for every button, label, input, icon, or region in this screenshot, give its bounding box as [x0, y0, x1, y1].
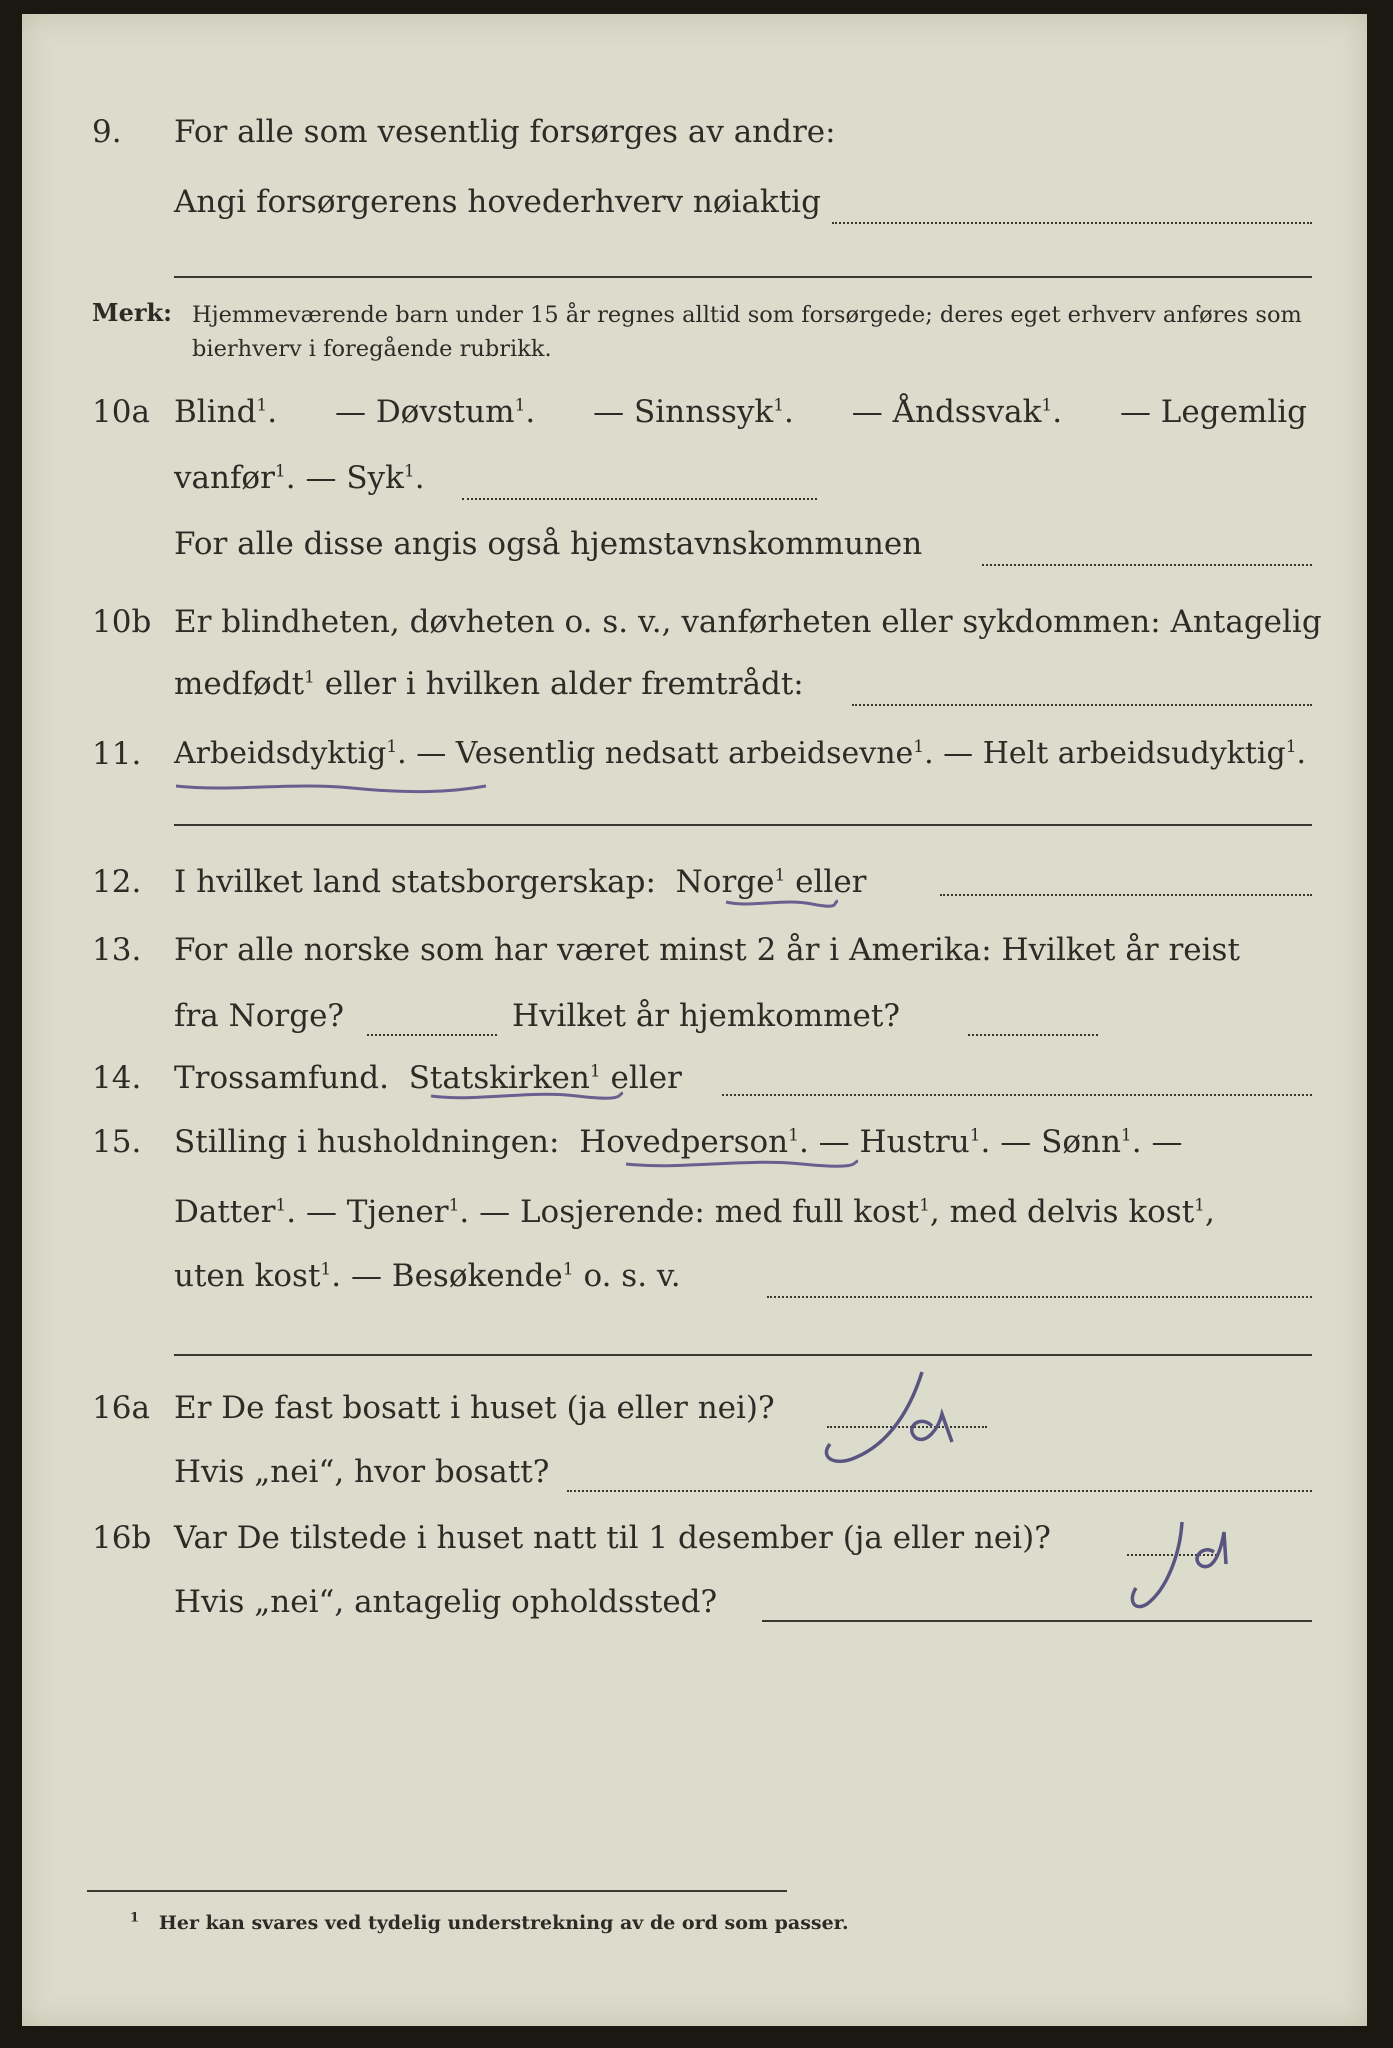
question-number: 12. — [92, 864, 142, 900]
answer-line[interactable] — [968, 1034, 1098, 1036]
answer-line[interactable] — [174, 824, 1312, 826]
handwritten-underline — [622, 1152, 862, 1172]
footnote — [130, 1912, 849, 1934]
question-number: 10a — [92, 394, 150, 430]
answer-line[interactable] — [174, 276, 1312, 278]
option-sinnssyk: — Sinnssyk$^1$. — [593, 394, 794, 430]
option-blind: Blind$^1$. — [174, 394, 278, 430]
question-number: 15. — [92, 1124, 142, 1160]
option-legemlig: — Legemlig — [1119, 394, 1307, 430]
question-text: Arbeidsdyktig$^1$. — Vesentlig nedsatt arbeidsevne$^1$. — Helt arbeidsudyktig$^1$. — [174, 736, 1307, 771]
footnote-rule — [87, 1890, 787, 1892]
answer-line[interactable] — [174, 1354, 1312, 1356]
note-label: Merk: — [92, 298, 172, 327]
handwritten-underline — [722, 892, 842, 912]
question-text: Stilling i husholdningen: Hovedperson$^1$. — Hustru$^1$. — Sønn$^1$. — — [174, 1124, 1183, 1160]
handwritten-answer-ja — [1122, 1504, 1272, 1624]
handwritten-underline — [172, 772, 492, 798]
answer-line[interactable] — [832, 222, 1312, 224]
note-text: Hjemmeværende barn under 15 år regnes alltid som forsørgede; deres eget erhverv anføres som bierhverv i foregående rubrikk. — [192, 302, 1302, 362]
answer-line[interactable] — [722, 1094, 1312, 1096]
question-number: 10b — [92, 604, 152, 640]
question-text: Angi forsørgerens hovederhverv nøiaktig — [174, 184, 821, 220]
question-text: vanfør$^1$. — Syk$^1$. — [174, 460, 425, 496]
answer-line[interactable] — [367, 1034, 497, 1036]
question-text: I hvilket land statsborgerskap: Norge$^1$ eller — [174, 864, 867, 900]
handwritten-answer-ja — [812, 1364, 1002, 1484]
option-andssvak: — Åndssvak$^1$. — [851, 394, 1063, 430]
option-dovstum: — Døvstum$^1$. — [334, 394, 536, 430]
question-number: 9. — [92, 114, 122, 150]
question-text: Er blindheten, døvheten o. s. v., vanførheten eller sykdommen: Antagelig — [174, 604, 1322, 640]
question-text: Er De fast bosatt i huset (ja eller nei)? — [174, 1390, 775, 1426]
answer-line[interactable] — [762, 1620, 1312, 1622]
answer-line[interactable] — [940, 894, 1312, 896]
question-text: Trossamfund. Statskirken$^1$ eller — [174, 1060, 682, 1096]
answer-line[interactable] — [982, 564, 1312, 566]
question-text: For alle norske som har været minst 2 år i Amerika: Hvilket år reist — [174, 932, 1240, 968]
answer-line[interactable] — [767, 1296, 1312, 1298]
question-number: 14. — [92, 1060, 142, 1096]
option-list — [174, 394, 1307, 430]
answer-line[interactable] — [462, 498, 817, 500]
question-number: 11. — [92, 736, 142, 772]
question-text: Hvis „nei“, antagelig opholdssted? — [174, 1584, 718, 1620]
footnote-text: Her kan svares ved tydelig understrekning av de ord som passer. — [158, 1912, 849, 1934]
question-number: 13. — [92, 932, 142, 968]
census-form-page — [22, 14, 1367, 2026]
question-text: Hvis „nei“, hvor bosatt? — [174, 1454, 550, 1490]
question-text: Hvilket år hjemkommet? — [512, 998, 900, 1034]
question-text: fra Norge? — [174, 998, 345, 1034]
handwritten-underline — [427, 1084, 627, 1104]
question-text: Var De tilstede i huset natt til 1 desember (ja eller nei)? — [174, 1520, 1051, 1556]
answer-line[interactable] — [567, 1490, 1312, 1492]
question-text: For alle disse angis også hjemstavnskommunen — [174, 526, 923, 562]
question-text: medfødt$^1$ eller i hvilken alder fremtrådt: — [174, 666, 804, 702]
question-number: 16b — [92, 1520, 152, 1556]
question-text: Datter$^1$. — Tjener$^1$. — Losjerende: med full kost$^1$, med delvis kost$^1$, — [174, 1194, 1215, 1230]
footnote-mark: 1 — [130, 1910, 140, 1926]
answer-line[interactable] — [852, 704, 1312, 706]
question-text: uten kost$^1$. — Besøkende$^1$ o. s. v. — [174, 1258, 681, 1294]
question-number: 16a — [92, 1390, 150, 1426]
question-text: For alle som vesentlig forsørges av andre: — [174, 114, 836, 150]
